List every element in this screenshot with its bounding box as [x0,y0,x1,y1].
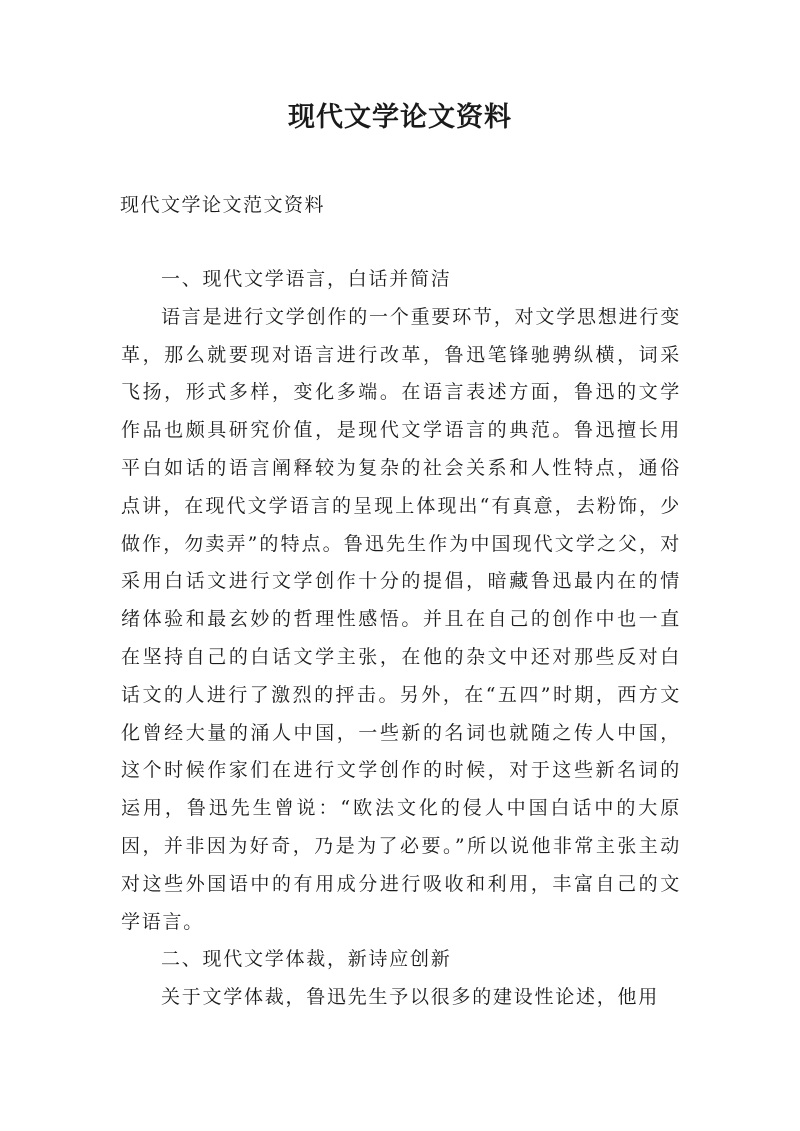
document-title: 现代文学论文资料 [288,102,512,133]
section-1-paragraph: 语言是进行文学创作的一个重要环节，对文学思想进行变革，那么就要现对语言进行改革，鲁迅笔锋驰骋纵横，词采飞扬，形式多样，变化多端。在语言表述方面，鲁迅的文学作品也颇具研究价值，是现代文学语言的典范。鲁迅擅长用平白如话的语言阐释较为复杂的社会关系和人性特点，通俗点讲，在现代文学语言的呈现上体现出“有真意，去粉饰，少做作，勿卖弄”的特点。鲁迅先生作为中国现代文学之父，对采用白话文进行文学创作十分的提倡，暗藏鲁迅最内在的情绪体验和最玄妙的哲理性感悟。并且在自己的创作中也一直在坚持自己的白话文学主张，在他的杂文中还对那些反对白话文的人进行了激烈的抨击。另外，在“五四”时期，西方文化曾经大量的涌人中国，一些新的名词也就随之传人中国，这个时候作家们在进行文学创作的时候，对于这些新名词的运用，鲁迅先生曾说：“欧法文化的侵人中国白话中的大原因，并非因为好奇，乃是为了必要。”所以说他非常主张主动对这些外国语中的有用成分进行吸收和利用，丰富自己的文学语言。 [121,305,681,933]
section-2-paragraph: 关于文学体裁，鲁迅先生予以很多的建设性论述，他用 [161,986,660,1009]
section-1-heading: 一、现代文学语言，白话并简洁 [161,268,452,290]
section-2-heading: 二、现代文学体裁，新诗应创新 [161,948,452,971]
document-body [121,261,681,1017]
document-subtitle: 现代文学论文范文资料 [120,194,326,216]
